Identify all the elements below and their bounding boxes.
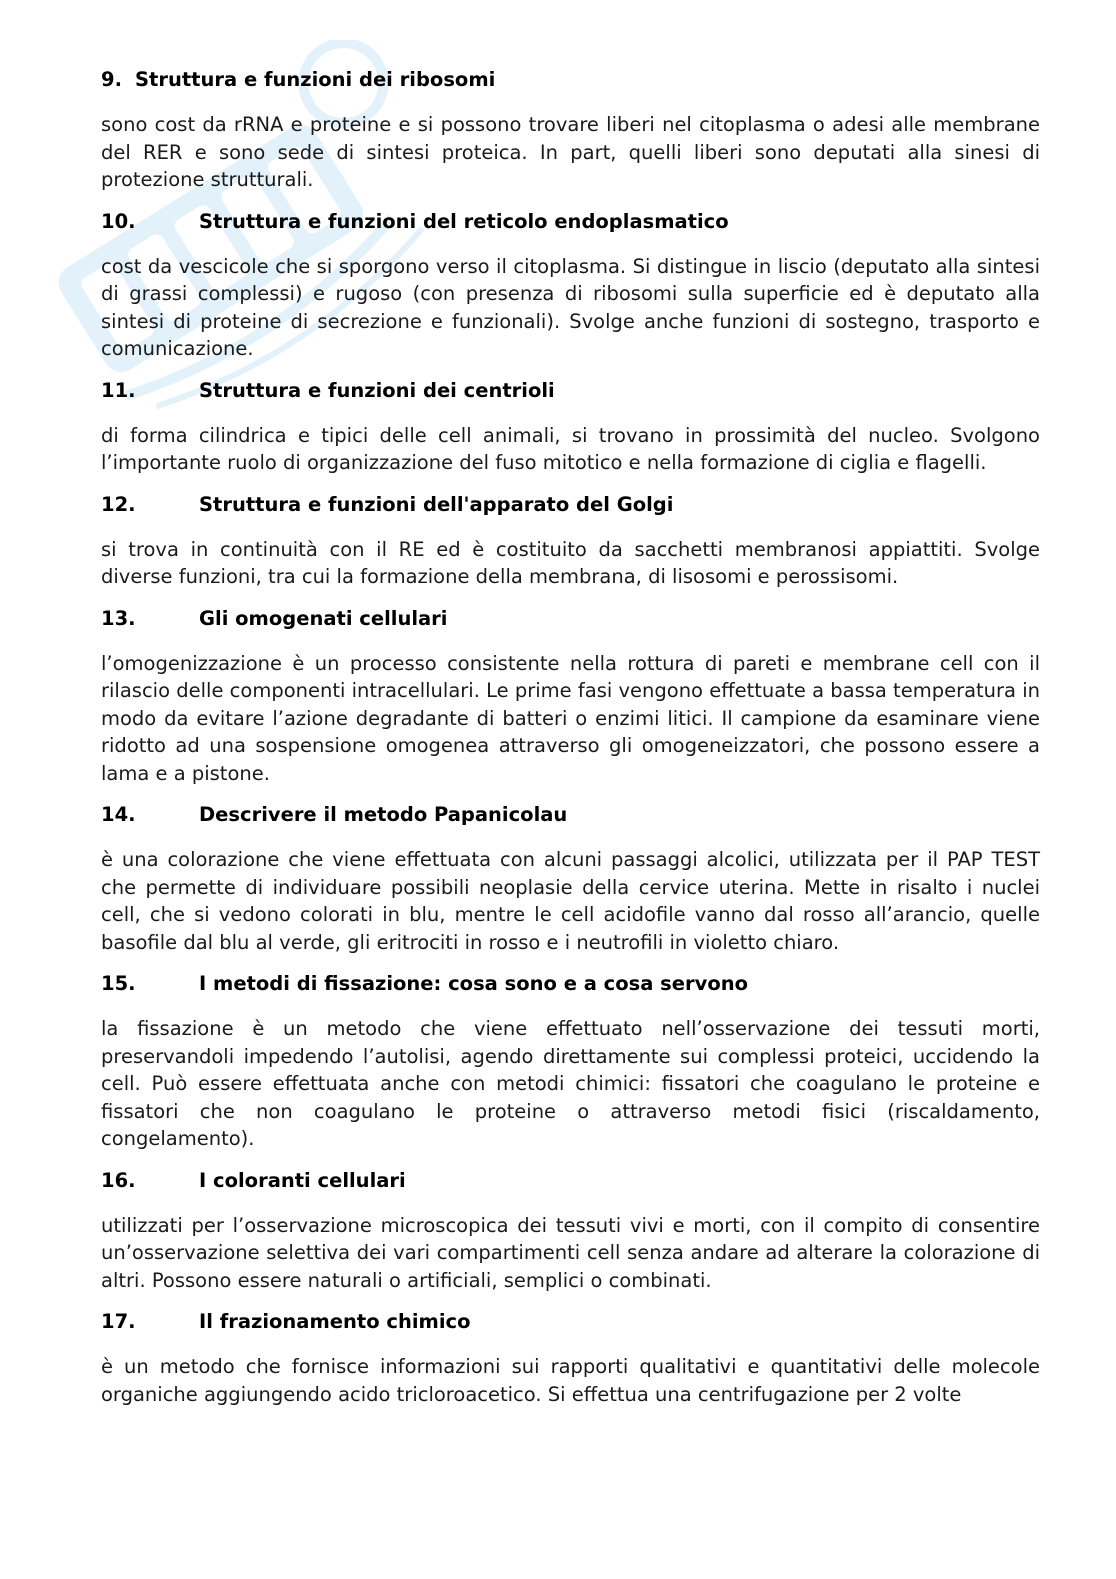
question-answer: utilizzati per l’osservazione microscopica dei tessuti vivi e morti, con il compito di consentire un’osservazione selettiva dei vari compartimenti cell senza andare ad alterare la colorazione di altri. Possono essere naturali o artificiali, semplici o combinati.: [101, 1213, 1040, 1292]
question-heading: [101, 1308, 1040, 1336]
question-section: [101, 491, 1040, 591]
question-number: 13.: [101, 606, 136, 630]
question-section: [101, 66, 1040, 194]
question-title: Struttura e funzioni dell'apparato del Golgi: [199, 492, 674, 516]
question-number: 15.: [101, 972, 136, 995]
question-heading: [101, 208, 1040, 236]
question-title: Struttura e funzioni dei centrioli: [199, 378, 555, 402]
question-section: [101, 1308, 1040, 1408]
question-answer: la fissazione è un metodo che viene effettuato nell’osservazione dei tessuti morti, preservandoli impedendo l’autolisi, agendo direttamente sui complessi proteici, uccidendo la cell. Può essere effettuata anche con metodi chimici: fissatori che coagulano le proteine e fissatori che non coagulano le proteine o attraverso metodi fisici (riscaldamento, congelamento).: [101, 1017, 1040, 1150]
question-heading: [101, 1167, 1040, 1195]
question-answer: è un metodo che fornisce informazioni sui rapporti qualitativi e quantitativi delle molecole organiche aggiungendo acido tricloroacetico. Si effettua una centrifugazione per 2 volte: [101, 1355, 1040, 1406]
question-heading: [101, 491, 1040, 519]
question-answer: è una colorazione che viene effettuata con alcuni passaggi alcolici, utilizzata per il PAP TEST che permette di individuare possibili neoplasie della cervice uterina. Mette in risalto i nuclei cell, che si vedono colorati in blu, mentre le cell acidofile vanno dal rosso all’arancio, quelle basofile dal blu al verde, gli eritrociti in rosso e i neutrofili in violetto chiaro.: [101, 848, 1040, 954]
question-heading: [101, 970, 1040, 998]
question-number: 12.: [101, 492, 136, 516]
question-section: [101, 377, 1040, 477]
question-title: I coloranti cellulari: [199, 1168, 406, 1192]
question-answer: di forma cilindrica e tipici delle cell animali, si trovano in prossimità del nucleo. Svolgono l’importante ruolo di organizzazione del fuso mitotico e nella formazione di ciglia e flagelli.: [101, 423, 1040, 474]
question-answer: l’omogenizzazione è un processo consistente nella rottura di pareti e membrane cell con il rilascio delle componenti intracellulari. Le prime fasi vengono effettuate a bassa temperatura in modo da evitare l’azione degradante di batteri o enzimi litici. Il campione da esaminare viene ridotto ad una sospensione omogenea attraverso gli omogeneizzatori, che possono essere a lama e a pistone.: [101, 651, 1040, 785]
question-answer: si trova in continuità con il RE ed è costituito da sacchetti membranosi appiattiti. Svolge diverse funzioni, tra cui la formazione della membrana, di lisosomi e perossisomi.: [101, 537, 1040, 588]
question-number: 11.: [101, 378, 136, 402]
question-title: Il frazionamento chimico: [199, 1310, 471, 1333]
question-section: [101, 1167, 1040, 1295]
document-page: [101, 66, 1040, 1422]
question-number: 10.: [101, 209, 136, 233]
question-answer: sono cost da rRNA e proteine e si possono trovare liberi nel citoplasma o adesi alle membrane del RER e sono sede di sintesi proteica. In part, quelli liberi sono deputati alla sinesi di protezione strutturali.: [101, 113, 1040, 191]
question-number: 9.: [101, 68, 122, 91]
question-number: 14.: [101, 803, 136, 826]
question-title: Struttura e funzioni del reticolo endoplasmatico: [199, 209, 729, 233]
question-heading: [101, 605, 1040, 633]
question-answer: cost da vescicole che si sporgono verso il citoplasma. Si distingue in liscio (deputato alla sintesi di grassi complessi) e rugoso (con presenza di ribosomi sulla superficie ed è deputato alla sintesi di proteine di secrezione e funzionali). Svolge anche funzioni di sostegno, trasporto e comunicazione.: [101, 254, 1040, 360]
question-title: I metodi di fissazione: cosa sono e a cosa servono: [199, 972, 749, 995]
question-heading: [101, 801, 1040, 829]
question-title: Struttura e funzioni dei ribosomi: [135, 68, 496, 91]
question-heading: [101, 377, 1040, 405]
question-section: [101, 208, 1040, 363]
question-number: 16.: [101, 1168, 136, 1192]
question-heading: [101, 66, 1040, 94]
question-title: Descrivere il metodo Papanicolau: [199, 803, 568, 826]
question-number: 17.: [101, 1310, 136, 1333]
question-title: Gli omogenati cellulari: [199, 606, 448, 630]
question-section: [101, 801, 1040, 956]
question-section: [101, 605, 1040, 788]
question-section: [101, 970, 1040, 1153]
